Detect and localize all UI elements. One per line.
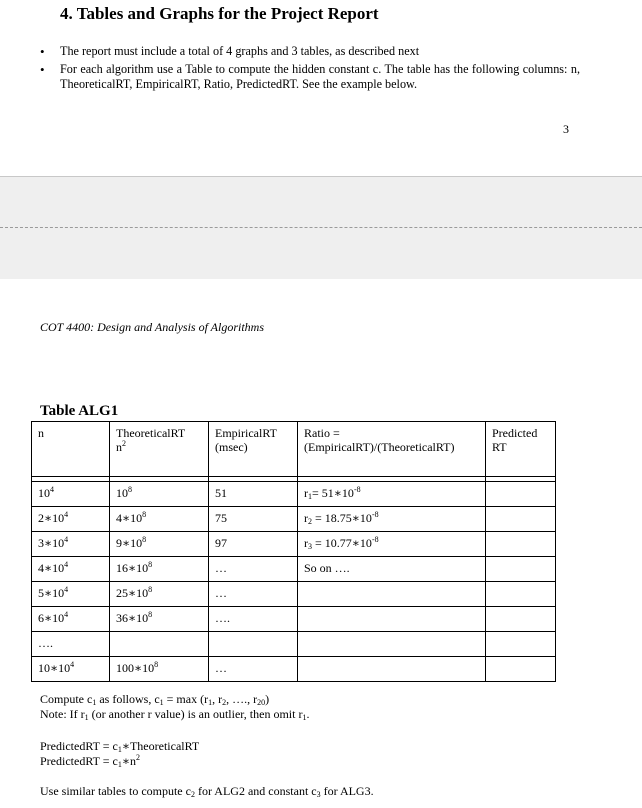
cell-predicted xyxy=(486,557,556,582)
page-number: 3 xyxy=(563,122,569,136)
cell-ratio xyxy=(298,607,486,632)
table-row xyxy=(32,532,556,557)
table-row xyxy=(32,632,556,657)
cell-empirical xyxy=(209,632,298,657)
cell-predicted xyxy=(486,482,556,507)
bullet-item: • For each algorithm use a Table to compute the hidden constant c. The table has the following columns: n, TheoreticalRT, EmpiricalRT, Ratio, PredictedRT. See the example below. xyxy=(40,62,580,92)
cell-empirical: 75 xyxy=(209,507,298,532)
cell-ratio: So on …. xyxy=(298,557,486,582)
header-ratio: Ratio = (EmpiricalRT)/(TheoreticalRT) xyxy=(298,422,486,477)
cell-theoretical: $100∗10^8$ xyxy=(110,657,209,682)
header-predicted: Predicted RT xyxy=(486,422,556,477)
alg1-table xyxy=(31,421,556,682)
cell-theoretical: $36∗10^8$ xyxy=(110,607,209,632)
page-break-gap xyxy=(0,176,642,280)
cell-empirical: … xyxy=(209,557,298,582)
cell-predicted xyxy=(486,607,556,632)
cell-n: $2∗10^4$ xyxy=(32,507,110,532)
cell-theoretical: $10^8$ xyxy=(110,482,209,507)
requirements-list xyxy=(40,44,580,95)
header-empirical: EmpiricalRT (msec) xyxy=(209,422,298,477)
cell-n: $4∗10^4$ xyxy=(32,557,110,582)
document-page-2 xyxy=(0,279,642,808)
table-title: Table ALG1 xyxy=(40,403,119,419)
cell-theoretical: $25∗10^8$ xyxy=(110,582,209,607)
section-heading: 4. Tables and Graphs for the Project Report xyxy=(60,4,379,23)
predicted-formula-2: PredictedRT = $c_1∗n^2$ xyxy=(40,753,140,769)
table-row xyxy=(32,607,556,632)
bullet-item: • The report must include a total of 4 graphs and 3 tables, as described next xyxy=(40,44,580,59)
table-header-row xyxy=(32,422,556,477)
cell-predicted xyxy=(486,532,556,557)
cell-empirical: … xyxy=(209,582,298,607)
cell-theoretical: $4∗10^8$ xyxy=(110,507,209,532)
cell-theoretical: $9∗10^8$ xyxy=(110,532,209,557)
header-n: n xyxy=(32,422,110,477)
table-row xyxy=(32,582,556,607)
cell-n: $10∗10^4$ xyxy=(32,657,110,682)
cell-predicted xyxy=(486,507,556,532)
cell-n: $3∗10^4$ xyxy=(32,532,110,557)
cell-empirical: 51 xyxy=(209,482,298,507)
table-row xyxy=(32,507,556,532)
table-row xyxy=(32,557,556,582)
compute-instructions xyxy=(40,692,309,722)
closing-instruction: Use similar tables to compute $c_2$ for ALG2 and constant $c_3$ for ALG3. xyxy=(40,784,374,799)
cell-n: $5∗10^4$ xyxy=(32,582,110,607)
cell-empirical: 97 xyxy=(209,532,298,557)
course-header: COT 4400: Design and Analysis of Algorithms xyxy=(40,320,265,334)
compute-line: Compute $c_1$ as follows, $c_1 = \max (r_1$, $r_2$, …., $r_{20}$) xyxy=(40,692,270,707)
predicted-formula-1: PredictedRT = $c_1∗TheoreticalRT$ xyxy=(40,739,200,754)
cell-n: $6∗10^4$ xyxy=(32,607,110,632)
cell-n: …. xyxy=(32,632,110,657)
table-row xyxy=(32,482,556,507)
cell-ratio xyxy=(298,657,486,682)
cell-empirical: … xyxy=(209,657,298,682)
cell-theoretical: $16∗10^8$ xyxy=(110,557,209,582)
cell-ratio: $r_3$ = $10.77∗10^{-8}$ xyxy=(298,532,486,557)
header-theoretical: TheoreticalRT $n^2$ xyxy=(110,422,209,477)
page-break-line xyxy=(0,227,642,228)
table-row xyxy=(32,657,556,682)
cell-empirical: …. xyxy=(209,607,298,632)
cell-predicted xyxy=(486,582,556,607)
cell-predicted xyxy=(486,657,556,682)
cell-ratio xyxy=(298,632,486,657)
document-page-1 xyxy=(0,0,642,176)
cell-ratio xyxy=(298,582,486,607)
cell-ratio: $r_1=$ $51∗10^{-8}$ xyxy=(298,482,486,507)
outlier-note: Note: If $r_1$ (or another r value) is an outlier, then omit $r_1$. xyxy=(40,707,310,722)
cell-ratio: $r_2$ = $18.75∗10^{-8}$ xyxy=(298,507,486,532)
cell-predicted xyxy=(486,632,556,657)
predicted-formulas xyxy=(40,739,199,769)
cell-theoretical xyxy=(110,632,209,657)
cell-n: $10^4$ xyxy=(32,482,110,507)
